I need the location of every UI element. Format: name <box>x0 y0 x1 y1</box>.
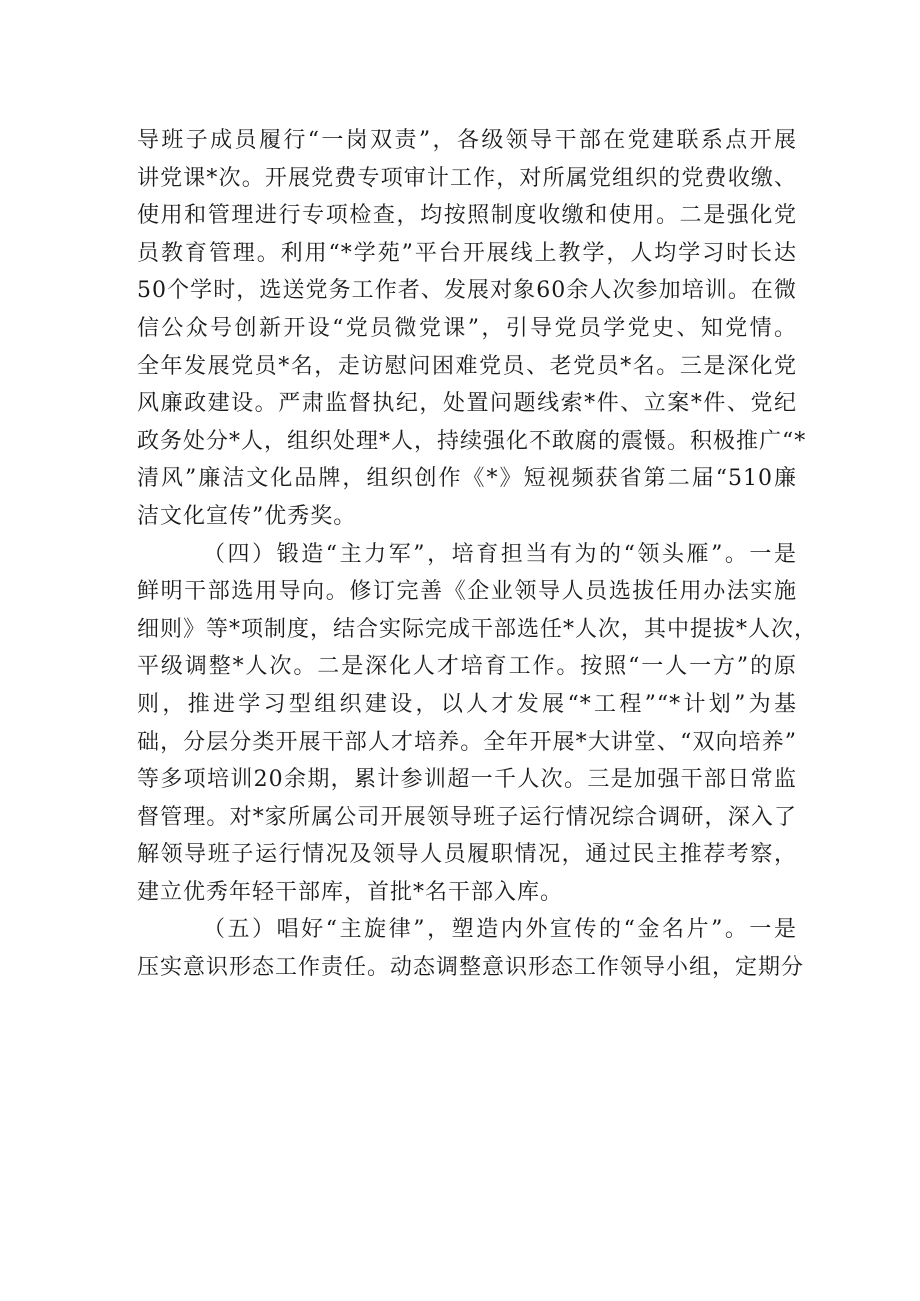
text-line: 政务处分*人，组织处理*人，持续强化不敢腐的震慑。积极推广“* <box>137 428 807 454</box>
section-heading-line: （四）锻造“主力军”，培育担当有为的“领头雁”。一是 <box>203 541 797 567</box>
text-line: 解领导班子运行情况及领导人员履职情况，通过民主推荐考察， <box>137 842 797 868</box>
text-line: 清风”廉洁文化品牌，组织创作《*》短视频获省第二届“510廉 <box>137 466 797 492</box>
body-text <box>137 122 818 987</box>
text-line: 督管理。对*家所属公司开展领导班子运行情况综合调研，深入了 <box>137 804 797 830</box>
text-line: 全年发展党员*名，走访慰问困难党员、老党员*名。三是深化党 <box>137 353 797 379</box>
text-line: 使用和管理进行专项检查，均按照制度收缴和使用。二是强化党 <box>137 203 797 229</box>
text-line: 平级调整*人次。二是深化人才培育工作。按照“一人一方”的原 <box>137 654 797 680</box>
text-line: 则，推进学习型组织建设，以人才发展“*工程”“*计划”为基 <box>137 691 797 717</box>
text-line: 鲜明干部选用导向。修订完善《企业领导人员选拔任用办法实施 <box>137 579 797 605</box>
text-line: 信公众号创新开设“党员微党课”，引导党员学党史、知党情。 <box>137 315 797 341</box>
text-line: 讲党课*次。开展党费专项审计工作，对所属党组织的党费收缴、 <box>137 165 797 191</box>
text-line: 风廉政建设。严肃监督执纪，处置问题线索*件、立案*件、党纪 <box>137 391 797 417</box>
text-line: 洁文化宣传”优秀奖。 <box>137 503 357 529</box>
text-line: 建立优秀年轻干部库，首批*名干部入库。 <box>137 879 564 905</box>
text-line: 等多项培训20余期，累计参训超一千人次。三是加强干部日常监 <box>137 767 797 793</box>
text-line: 员教育管理。利用“*学苑”平台开展线上教学，人均学习时长达 <box>137 240 797 266</box>
text-line: 细则》等*项制度，结合实际完成干部选任*人次，其中提拔*人次， <box>137 616 818 642</box>
text-line: 导班子成员履行“一岗双责”，各级领导干部在党建联系点开展 <box>137 128 797 153</box>
text-line: 础，分层分类开展干部人才培养。全年开展*大讲堂、“双向培养” <box>137 729 797 755</box>
text-line: 压实意识形态工作责任。动态调整意识形态工作领导小组，定期分 <box>137 955 805 981</box>
section-heading-line: （五）唱好“主旋律”，塑造内外宣传的“金名片”。一是 <box>203 917 797 943</box>
text-line: 50个学时，选送党务工作者、发展对象60余人次参加培训。在微 <box>137 278 797 304</box>
